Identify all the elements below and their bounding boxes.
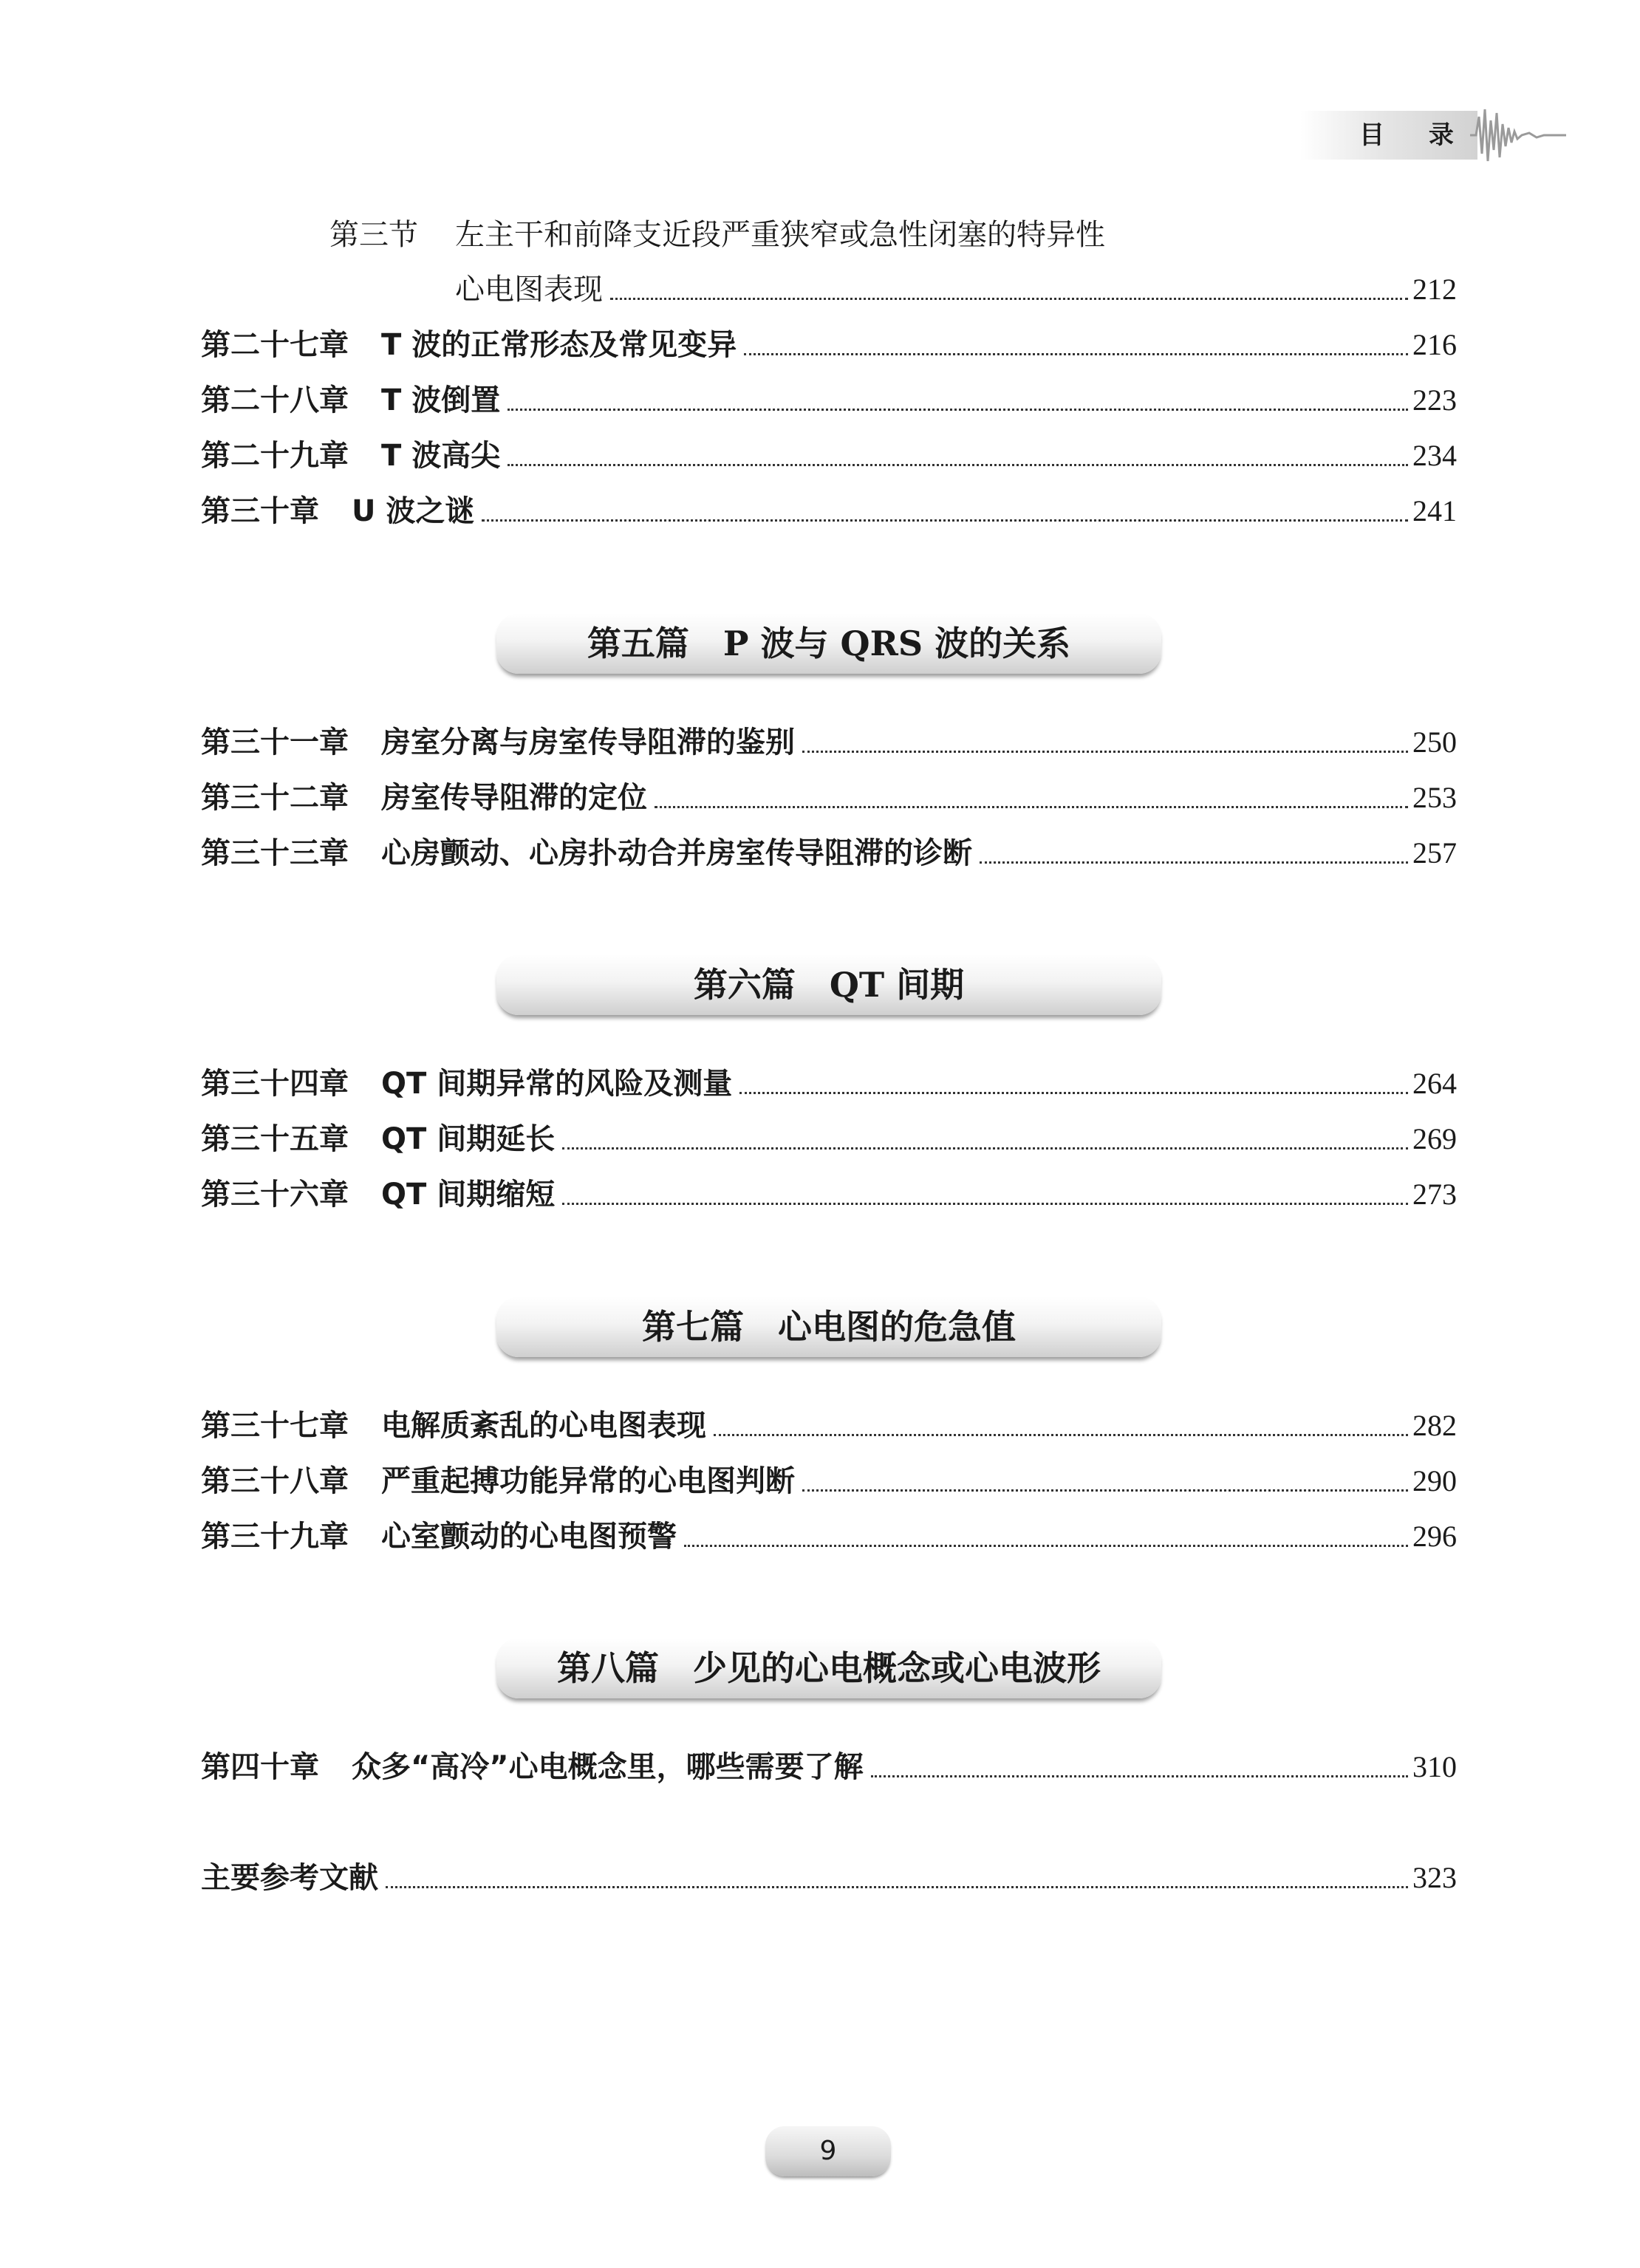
toc-row[interactable] bbox=[201, 1062, 1457, 1106]
dot-leader bbox=[684, 1545, 1408, 1547]
page-ref: 310 bbox=[1412, 1750, 1457, 1783]
section-title-line2: 心电图表现 bbox=[455, 273, 603, 307]
dot-leader bbox=[610, 298, 1408, 300]
page-ref: 264 bbox=[1412, 1067, 1457, 1100]
dot-leader bbox=[802, 1489, 1408, 1492]
chapter-label: 第二十九章 bbox=[201, 439, 349, 473]
page-ref: 282 bbox=[1412, 1409, 1457, 1442]
toc-row[interactable] bbox=[201, 1745, 1457, 1789]
chapter-title: 房室传导阻滞的定位 bbox=[381, 781, 647, 815]
page-ref: 323 bbox=[1412, 1861, 1457, 1894]
toc-row[interactable] bbox=[201, 1404, 1457, 1448]
chapter-label: 第二十七章 bbox=[201, 328, 349, 362]
chapter-title: T 波倒置 bbox=[381, 383, 501, 417]
page-ref: 253 bbox=[1412, 781, 1457, 814]
references-title: 主要参考文献 bbox=[201, 1861, 378, 1895]
chapter-title: QT 间期异常的风险及测量 bbox=[381, 1067, 733, 1101]
chapter-label: 第三十二章 bbox=[201, 781, 349, 815]
toc-row[interactable] bbox=[201, 1514, 1457, 1559]
running-header-label: 目 录 bbox=[1359, 120, 1472, 150]
section-label: 第三节 bbox=[329, 218, 418, 252]
page-ref: 241 bbox=[1412, 494, 1457, 527]
dot-leader bbox=[802, 751, 1408, 753]
part-banner: 第七篇 心电图的危急值 bbox=[496, 1297, 1161, 1357]
chapter-title: T 波的正常形态及常见变异 bbox=[381, 328, 737, 362]
toc-row-section[interactable] bbox=[455, 267, 1457, 312]
page-ref: 223 bbox=[1412, 383, 1457, 417]
page-ref: 296 bbox=[1412, 1520, 1457, 1553]
toc-row[interactable] bbox=[201, 831, 1457, 875]
chapter-label: 第三十五章 bbox=[201, 1122, 349, 1156]
page-ref: 216 bbox=[1412, 328, 1457, 361]
dot-leader bbox=[482, 519, 1408, 522]
chapter-title: QT 间期缩短 bbox=[381, 1178, 556, 1212]
chapter-title: 心室颤动的心电图预警 bbox=[381, 1520, 677, 1554]
chapter-title: 房室分离与房室传导阻滞的鉴别 bbox=[381, 725, 795, 759]
chapter-label: 第三十四章 bbox=[201, 1067, 349, 1101]
page-ref: 273 bbox=[1412, 1178, 1457, 1211]
part-banner: 第六篇 QT 间期 bbox=[496, 954, 1161, 1015]
toc-row[interactable] bbox=[201, 1117, 1457, 1161]
page-ref: 212 bbox=[1412, 273, 1457, 306]
chapter-label: 第三十九章 bbox=[201, 1520, 349, 1554]
dot-leader bbox=[744, 353, 1408, 355]
page-ref: 234 bbox=[1412, 439, 1457, 472]
dot-leader bbox=[508, 464, 1408, 466]
page-ref: 257 bbox=[1412, 836, 1457, 870]
chapter-title: U 波之谜 bbox=[352, 494, 475, 528]
chapter-label: 第三十六章 bbox=[201, 1178, 349, 1212]
section-title-line1: 左主干和前降支近段严重狭窄或急性闭塞的特异性 bbox=[455, 218, 1105, 252]
dot-leader bbox=[562, 1147, 1408, 1150]
page-ref: 250 bbox=[1412, 725, 1457, 759]
chapter-label: 第二十八章 bbox=[201, 383, 349, 417]
dot-leader bbox=[655, 806, 1408, 808]
part-banner: 第八篇 少见的心电概念或心电波形 bbox=[496, 1638, 1161, 1698]
chapter-label: 第三十七章 bbox=[201, 1409, 349, 1443]
dot-leader bbox=[871, 1775, 1408, 1777]
chapter-label: 第三十章 bbox=[201, 494, 319, 528]
chapter-label: 第三十八章 bbox=[201, 1464, 349, 1498]
toc-row[interactable] bbox=[201, 323, 1457, 367]
toc-row[interactable] bbox=[201, 776, 1457, 820]
page-ref: 269 bbox=[1412, 1122, 1457, 1155]
dot-leader bbox=[562, 1203, 1408, 1205]
toc-row[interactable] bbox=[201, 1459, 1457, 1503]
dot-leader bbox=[980, 861, 1408, 864]
chapter-label: 第四十章 bbox=[201, 1750, 319, 1784]
dot-leader bbox=[714, 1434, 1408, 1436]
toc-row[interactable] bbox=[201, 489, 1457, 533]
part-banner: 第五篇 P 波与 QRS 波的关系 bbox=[496, 613, 1161, 674]
chapter-title: T 波高尖 bbox=[381, 439, 501, 473]
toc-row[interactable] bbox=[201, 1172, 1457, 1217]
chapter-title: 电解质紊乱的心电图表现 bbox=[381, 1409, 706, 1443]
page-ref: 290 bbox=[1412, 1464, 1457, 1497]
chapter-label: 第三十三章 bbox=[201, 836, 349, 870]
chapter-title: 众多“高冷”心电概念里，哪些需要了解 bbox=[352, 1750, 864, 1784]
chapter-title: 心房颤动、心房扑动合并房室传导阻滞的诊断 bbox=[381, 836, 972, 870]
page-number: 9 bbox=[765, 2126, 891, 2176]
toc-row-references[interactable] bbox=[201, 1856, 1457, 1900]
chapter-title: QT 间期延长 bbox=[381, 1122, 556, 1156]
dot-leader bbox=[508, 409, 1408, 411]
toc-row[interactable] bbox=[201, 720, 1457, 765]
dot-leader bbox=[739, 1092, 1408, 1094]
chapter-title: 严重起搏功能异常的心电图判断 bbox=[381, 1464, 795, 1498]
toc-row[interactable] bbox=[201, 378, 1457, 423]
ecg-wave-icon bbox=[1470, 102, 1566, 168]
dot-leader bbox=[386, 1886, 1408, 1888]
toc-row[interactable] bbox=[201, 434, 1457, 478]
chapter-label: 第三十一章 bbox=[201, 725, 349, 759]
